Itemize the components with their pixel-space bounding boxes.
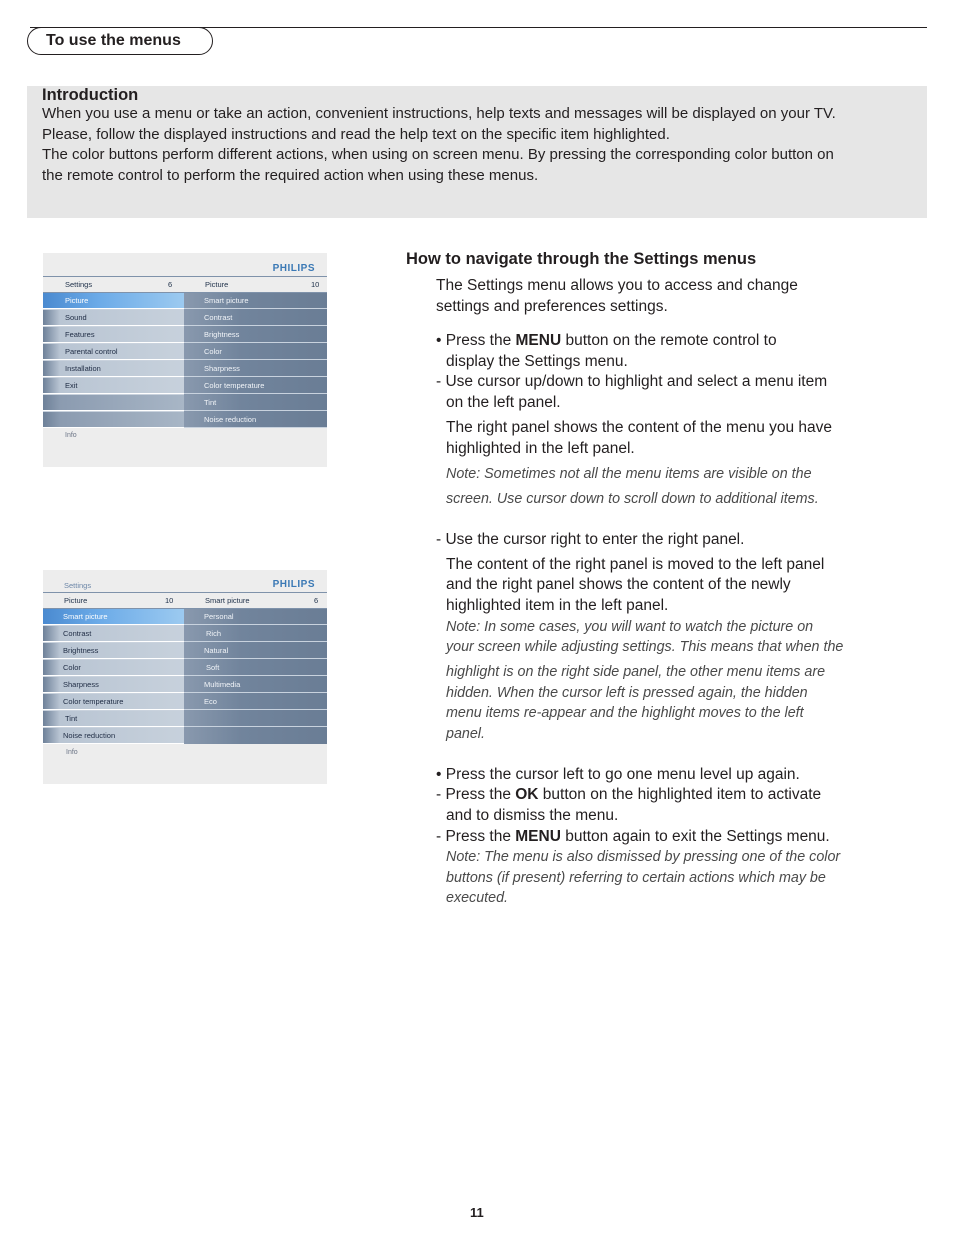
info-label: Info [66, 749, 78, 756]
note-line: Note: The menu is also dismissed by pressing one of the color [446, 849, 841, 865]
menu-item-empty [43, 412, 184, 428]
submenu-item-empty [184, 711, 327, 727]
submenu-item-label: Sharpness [204, 364, 240, 373]
section-title: To use the menus [27, 27, 213, 55]
menu-item-sound[interactable] [43, 310, 184, 326]
menu-item-parental-control[interactable] [43, 344, 184, 360]
submenu-item-brightness[interactable] [184, 327, 327, 343]
menu-item-contrast[interactable] [43, 626, 184, 642]
menu-item-label: Sound [65, 313, 87, 322]
note-line: Note: In some cases, you will want to watch the picture on [446, 619, 814, 635]
menu-item-features[interactable] [43, 327, 184, 343]
step-text: button on the remote control to [561, 332, 777, 349]
note-line: menu items re-appear and the highlight moves to the left [446, 705, 804, 721]
menu-key-label: MENU [515, 332, 562, 349]
menu-item-label: Tint [65, 714, 78, 723]
menu-item-label: Features [65, 330, 95, 339]
submenu-item-noise-reduction[interactable] [184, 412, 327, 428]
paragraph-line: settings and preferences settings. [436, 298, 668, 315]
menu-key-label: MENU [515, 828, 561, 845]
menu-item-exit[interactable] [43, 378, 184, 394]
menu-item-label: Installation [65, 364, 101, 373]
step-text: button again to exit the Settings menu. [560, 828, 830, 845]
right-panel-count: 6 [314, 596, 319, 605]
note-line: screen. Use cursor down to scroll down to additional items. [446, 491, 819, 507]
submenu-item-label: Personal [204, 612, 234, 621]
submenu-item-contrast[interactable] [184, 310, 327, 326]
left-panel-header: Settings [65, 280, 93, 289]
menu-item-brightness[interactable] [43, 643, 184, 659]
menu-item-color[interactable] [43, 660, 184, 676]
paragraph-line: highlighted item in the left panel. [446, 597, 669, 614]
note-line: executed. [446, 890, 508, 906]
paragraph-line: and the right panel shows the content of the newly [446, 576, 791, 593]
menu-item-label: Sharpness [63, 680, 99, 689]
navigate-heading: How to navigate through the Settings menus [406, 250, 757, 268]
submenu-item-label: Natural [204, 646, 229, 655]
settings-menu-screenshot-1 [43, 253, 327, 467]
submenu-item-natural[interactable] [184, 643, 327, 659]
submenu-item-label: Noise reduction [204, 415, 257, 424]
submenu-item-eco[interactable] [184, 694, 327, 710]
note-line: Note: Sometimes not all the menu items are visible on the [446, 466, 812, 482]
step-text: - Use cursor up/down to highlight and select a menu item [436, 373, 828, 390]
submenu-item-empty [184, 728, 327, 744]
settings-menu-screenshot-2 [43, 570, 327, 784]
intro-line: the remote control to perform the required action when using these menus. [42, 166, 539, 184]
submenu-item-label: Brightness [204, 330, 240, 339]
menu-item-picture[interactable] [43, 293, 184, 309]
menu-item-color-temperature[interactable] [43, 694, 184, 710]
submenu-item-personal[interactable] [184, 609, 327, 625]
menu-item-smart-picture[interactable] [43, 609, 184, 625]
submenu-item-sharpness[interactable] [184, 361, 327, 377]
step-text: and to dismiss the menu. [446, 807, 619, 824]
submenu-item-label: Soft [206, 663, 220, 672]
left-panel-count: 6 [168, 280, 173, 289]
right-panel-header: Picture [205, 280, 229, 289]
menu-item-label: Picture [65, 296, 89, 305]
submenu-item-label: Color [204, 347, 222, 356]
menu-item-label: Noise reduction [63, 731, 116, 740]
step-press-menu [436, 331, 777, 352]
submenu-item-rich[interactable] [184, 626, 327, 642]
step-text: button on the highlighted item to activate [538, 786, 822, 803]
submenu-item-color[interactable] [184, 344, 327, 360]
submenu-item-soft[interactable] [184, 660, 327, 676]
menu-item-label: Parental control [65, 347, 118, 356]
breadcrumb: Settings [64, 581, 92, 590]
paragraph-line: The Settings menu allows you to access and change [436, 277, 798, 294]
submenu-item-label: Contrast [204, 313, 233, 322]
info-label: Info [65, 432, 77, 439]
submenu-item-smart-picture[interactable] [184, 293, 327, 309]
submenu-item-label: Smart picture [204, 296, 249, 305]
note-line: panel. [446, 726, 485, 742]
header-divider [43, 592, 327, 593]
menu-item-label: Contrast [63, 629, 92, 638]
introduction-heading: Introduction [42, 86, 139, 104]
header-divider [43, 276, 327, 277]
note-line: highlight is on the right side panel, the other menu items are [446, 664, 826, 680]
right-panel-count: 10 [311, 280, 320, 289]
menu-item-label: Exit [65, 381, 78, 390]
note-line: hidden. When the cursor left is pressed again, the hidden [446, 685, 808, 701]
left-panel-count: 10 [165, 596, 174, 605]
menu-item-label: Color [63, 663, 81, 672]
submenu-item-tint[interactable] [184, 395, 327, 411]
philips-logo: PHILIPS [272, 579, 315, 590]
submenu-item-label: Eco [204, 697, 217, 706]
left-panel-header: Picture [64, 596, 88, 605]
step-text: display the Settings menu. [446, 353, 628, 370]
intro-line: When you use a menu or take an action, convenient instructions, help texts and messages will be displayed on your TV. [42, 105, 836, 122]
introduction-box [27, 86, 927, 218]
step-press-menu-exit [436, 827, 830, 848]
submenu-item-multimedia[interactable] [184, 677, 327, 693]
note-line: buttons (if present) referring to certain actions which may be [446, 870, 826, 886]
menu-item-label: Brightness [63, 646, 99, 655]
step-press-ok [436, 785, 821, 806]
paragraph-line: The content of the right panel is moved to the left panel [446, 556, 825, 573]
paragraph-line: highlighted in the left panel. [446, 440, 635, 457]
menu-item-label: Color temperature [63, 697, 124, 706]
step-text: - Press the [436, 786, 516, 803]
step-text: on the left panel. [446, 394, 561, 411]
ok-key-label: OK [515, 786, 539, 803]
submenu-item-color-temperature[interactable] [184, 378, 327, 394]
intro-line: The color buttons perform different actions, when using on screen menu. By pressing the corresponding color button on [42, 146, 834, 163]
submenu-item-label: Rich [206, 629, 222, 638]
page-number: 11 [470, 1205, 484, 1220]
note-line: your screen while adjusting settings. This means that when the [446, 639, 844, 655]
menu-item-noise-reduction[interactable] [43, 728, 184, 744]
paragraph-line: The right panel shows the content of the menu you have [446, 419, 833, 436]
step-text: • Press the [436, 332, 516, 349]
menu-item-tint[interactable] [43, 711, 184, 727]
submenu-item-label: Color temperature [204, 381, 265, 390]
intro-line: Please, follow the displayed instructions and read the help text on the specific item highlighted. [42, 125, 670, 143]
step-text: - Press the [436, 828, 516, 845]
submenu-item-label: Tint [204, 398, 217, 407]
step-text: - Use the cursor right to enter the right panel. [436, 531, 745, 548]
menu-item-installation[interactable] [43, 361, 184, 377]
menu-item-label: Smart picture [63, 612, 108, 621]
step-text: • Press the cursor left to go one menu level up again. [436, 766, 800, 783]
menu-item-empty [43, 395, 184, 411]
right-panel-header: Smart picture [205, 596, 250, 605]
philips-logo: PHILIPS [272, 263, 315, 274]
submenu-item-label: Multimedia [204, 680, 241, 689]
menu-item-sharpness[interactable] [43, 677, 184, 693]
